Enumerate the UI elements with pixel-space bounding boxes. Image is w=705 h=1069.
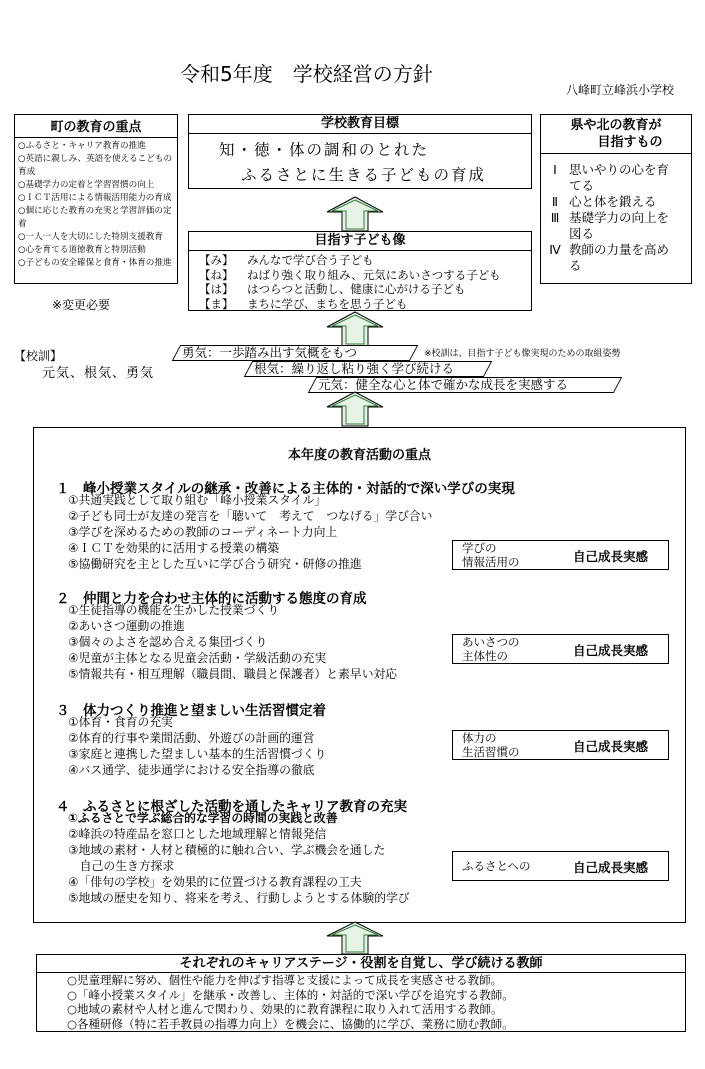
goal-line-2: ふるさとに生きる子どもの育成 (241, 166, 487, 184)
list-item: ⑤地域の歴史を知り、将来を考え、行動しようとする体験的学び (68, 891, 410, 905)
list-item: ○個に応じた教育の充実と学習評価の定着 (18, 206, 172, 229)
list-item: ○一人一人を大切にした特別支援教育 (18, 232, 163, 242)
goal-heading: 学校教育目標 (188, 114, 532, 134)
self-growth-value: 自己成長実感 (573, 860, 649, 875)
item-text: 思いやりの心を育 (569, 162, 670, 177)
list-item: ②子ども同士が友達の発言を「聴いて 考えて つなげる」学び合い (68, 509, 433, 523)
list-item: ②体育的行事や業間活動、外遊びの計画的運営 (68, 731, 315, 745)
teacher-body (36, 972, 686, 1032)
row-key: 【ね】 (199, 267, 234, 282)
list-item (541, 242, 691, 274)
list-item: ②あいさつ運動の推進 (68, 619, 185, 633)
row-text: みんなで学び合う子ども (247, 253, 374, 267)
prefecture-goals-box (540, 114, 692, 284)
child-row (199, 253, 531, 268)
self-growth-label: ふるさとへの (462, 859, 531, 873)
item-text: 図る (569, 226, 595, 241)
list-item: ⑤協働研究を主とした互いに学び合う研究・研修の推進 (68, 557, 362, 571)
item-text: 教師の力量を高め (569, 242, 670, 257)
child-row (199, 282, 531, 297)
priority-heading: 本年度の教育活動の重点 (287, 448, 431, 463)
motto-note: ※校訓は、目指す子ども像実現のための取組姿勢 (424, 349, 621, 359)
list-item: ③家庭と連携した望ましい基本的生活習慣づくり (68, 747, 327, 761)
list-item: ①ふるさとで学ぶ総合的な学習の時間の実践と改善 (68, 811, 338, 825)
section-heading: ３ 体力つくり推進と望ましい生活習慣定着 (56, 703, 326, 719)
list-item: ⑤情報共有・相互理解（職員間、職員と保護者）と素早い対応 (68, 667, 398, 681)
list-item: ④「俳句の学校」を効果的に位置づける教育課程の工夫 (68, 875, 362, 889)
up-arrow-icon (326, 311, 384, 347)
list-item: ○英語に親しみ、英語を使えるこどもの育成 (18, 154, 173, 177)
motto-values: 元気、根気、勇気 (42, 366, 155, 381)
list-item: ③学びを深めるための教師のコーディネート力向上 (68, 525, 338, 539)
page-title: 令和5年度 学校経営の方針 (180, 62, 433, 86)
up-arrow-icon (326, 196, 384, 232)
row-key: 【み】 (199, 253, 234, 267)
item-number: Ⅱ (551, 194, 559, 209)
goal-line-1: 知・徳・体の調和のとれた (219, 141, 430, 159)
row-text: はつらつと活動し、健康に心がける子ども (247, 282, 466, 296)
list-item: ④児童が主体となる児童会活動・学級活動の充実 (68, 651, 327, 665)
section-heading: ４ ふるさとに根ざした活動を通したキャリア教育の充実 (56, 799, 407, 815)
child-image-body (188, 250, 532, 311)
list-item: ③個々のよさを認め合える集団づくり (68, 635, 268, 649)
item-number: Ⅳ (549, 242, 561, 257)
item-number: Ⅰ (553, 162, 557, 177)
list-item: ②峰浜の特産品を窓口とした地域理解と情報発信 (68, 827, 327, 841)
town-list (18, 140, 177, 270)
up-arrow-icon (326, 391, 384, 427)
self-growth-value: 自己成長実感 (573, 739, 649, 754)
list-item: ○心を育てる道徳教育と特別活動 (18, 245, 146, 255)
section-heading: ２ 仲間と力を合わせ主体的に活動する態度の育成 (56, 591, 367, 607)
self-growth-box (452, 851, 669, 881)
list-item: ○ＩＣＴ活用による情報活用能力の育成 (18, 193, 172, 203)
change-note: ※変更必要 (52, 298, 111, 312)
self-growth-label: 体力の 生活習慣の (462, 731, 520, 759)
item-text: る (569, 258, 582, 273)
child-row (199, 297, 531, 312)
self-growth-value: 自己成長実感 (573, 549, 649, 564)
list-item: ④ＩＣＴを効果的に活用する授業の構築 (68, 541, 280, 555)
prefecture-list (541, 162, 691, 274)
item-text: てる (569, 178, 595, 193)
self-growth-box (452, 730, 669, 760)
item-number: Ⅲ (550, 210, 560, 225)
self-growth-box (452, 634, 669, 664)
list-item: ①体育・食育の充実 (68, 715, 173, 729)
child-image-heading: 目指す子ども像 (188, 231, 532, 251)
teacher-heading: それぞれのキャリアステージ・役割を自覚し、学び続ける教師 (36, 954, 686, 973)
list-item (541, 162, 691, 194)
list-item (541, 194, 691, 210)
list-item: ○「峰小授業スタイル」を継承・改善し、主体的・対話的で深い学びを追究する教師。 (67, 987, 514, 1002)
list-item: ④バス通学、徒歩通学における安全指導の徹底 (68, 763, 315, 777)
list-item: 自己の生き方探求 (68, 859, 175, 873)
self-growth-label: あいさつの 主体性の (462, 635, 520, 663)
row-key: 【ま】 (199, 296, 234, 311)
list-item: ①生徒指導の機能を生かした授業づくり (68, 603, 280, 617)
list-item: ○基礎学力の定着と学習習慣の向上 (18, 180, 155, 190)
prefecture-heading-line-2: 目指すもの (597, 135, 663, 150)
motto-genki: 元気：健全な心と体で確かな成長を実感する (318, 377, 569, 392)
motto-konki: 根気：繰り返し粘り強く学び続ける (254, 361, 455, 376)
item-text: 基礎学力の向上を (569, 210, 670, 225)
prefecture-heading-line-1: 県や北の教育が (570, 118, 662, 133)
motto-label: 【校訓】 (14, 349, 63, 363)
list-item: ○児童理解に努め、個性や能力を伸ばす指導と支援によって成長を実感させる教師。 (67, 973, 503, 987)
priority-box (33, 427, 686, 923)
motto-yuki: 勇気：一歩踏み出す気概をもつ (182, 345, 358, 360)
town-education-box (14, 114, 178, 284)
section-heading: １ 峰小授業スタイルの継承・改善による主体的・対話的で深い学びの実現 (56, 481, 515, 497)
self-growth-box (452, 540, 669, 570)
prefecture-heading (541, 115, 691, 154)
row-key: 【は】 (199, 282, 234, 296)
list-item: ○各種研修（特に若手教員の指導力向上）を機会に、協働的に学び、業務に励む教師。 (67, 1016, 514, 1031)
row-text: ねばり強く取り組み、元気にあいさつする子ども (247, 267, 501, 282)
item-text: 心と体を鍛える (569, 194, 657, 209)
school-name: 八峰町立峰浜小学校 (566, 83, 675, 97)
goal-body (188, 133, 532, 189)
list-item (541, 210, 691, 242)
child-row (199, 268, 531, 283)
row-text: まちに学び、まちを思う子ども (247, 296, 408, 311)
list-item: ③地域の素材・人材と積極的に触れ合い、学ぶ機会を通した (68, 843, 386, 857)
list-item: ○地域の素材や人材と進んで関わり、効果的に教育課程に取り入れて活用する教師。 (67, 1002, 503, 1016)
town-heading: 町の教育の重点 (15, 115, 177, 138)
list-item: ○子どもの安全確保と食育・体育の推進 (18, 258, 172, 268)
up-arrow-icon (326, 921, 384, 955)
self-growth-label: 学びの 情報活用の (462, 541, 520, 569)
list-item: ①共通実践として取り組む「峰小授業スタイル」 (68, 493, 327, 507)
list-item: ○ふるさと・キャリア教育の推進 (18, 141, 146, 151)
self-growth-value: 自己成長実感 (573, 643, 649, 658)
